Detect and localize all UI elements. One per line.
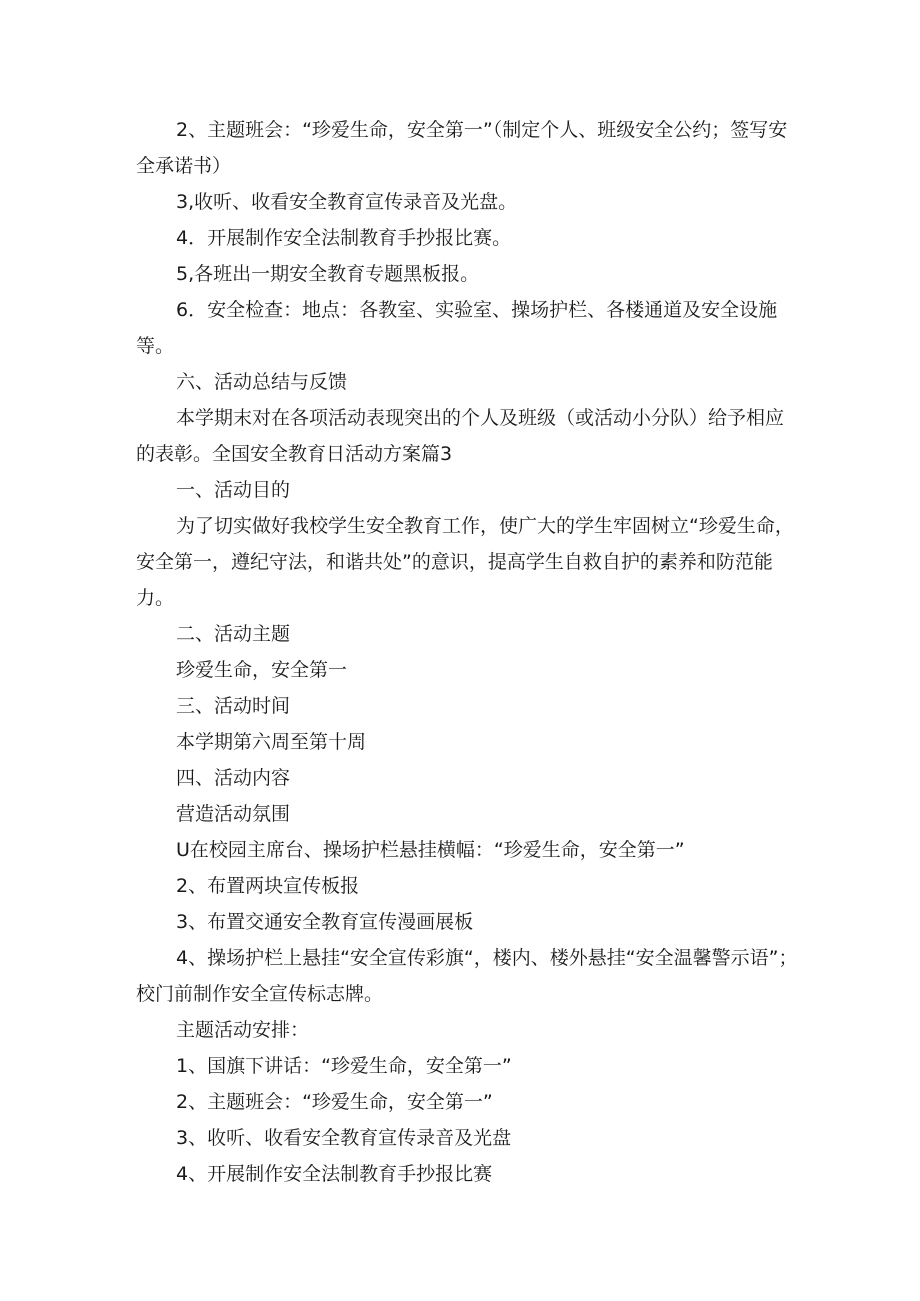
heading-summary-feedback: 六、活动总结与反馈 [176, 371, 348, 393]
paragraph-flag-speech: 1、国旗下讲话：“珍爱生命，安全第一” [176, 1055, 512, 1077]
paragraph-listen-watch-2: 3、收听、收看安全教育宣传录音及光盘 [176, 1127, 512, 1149]
paragraph-traffic-comics: 3、布置交通安全教育宣传漫画展板 [176, 911, 474, 933]
paragraph-banner: U在校园主席台、操场护栏悬挂横幅：“珍爱生命，安全第一” [176, 839, 685, 861]
paragraph-flags-signs: 4、操场护栏上悬挂“安全宣传彩旗“，楼内、楼外悬挂“安全温馨警示语”；校门前制作安全宣传标志牌。 [136, 947, 798, 1005]
paragraph-purpose: 为了切实做好我校学生安全教育工作，使广大的学生牢固树立“珍爱生命，安全第一，遵纪守法，和谐共处”的意识，提高学生自救自护的素养和防范能力。 [136, 515, 794, 609]
paragraph-boards: 2、布置两块宣传板报 [176, 875, 360, 897]
heading-activity-time: 三、活动时间 [176, 695, 291, 717]
paragraph-handwritten-newspaper-2: 4、开展制作安全法制教育手抄报比赛 [176, 1163, 493, 1185]
paragraph-blackboard: 5,各班出一期安全教育专题黑板报。 [176, 263, 480, 285]
paragraph-theme: 珍爱生命，安全第一 [176, 659, 348, 681]
paragraph-listen-watch: 3,收听、收看安全教育宣传录音及光盘。 [176, 191, 518, 213]
paragraph-commendation: 本学期末对在各项活动表现突出的个人及班级（或活动小分队）给予相应的表彰。全国安全教育日活动方案篇3 [136, 407, 785, 465]
paragraph-class-meeting: 2、主题班会：“珍爱生命，安全第一” [176, 1091, 493, 1113]
heading-activity-theme: 二、活动主题 [176, 623, 291, 645]
document-body [136, 112, 800, 1192]
paragraph-safety-inspection: 6．安全检查：地点：各教室、实验室、操场护栏、各楼通道及安全设施等。 [136, 299, 778, 357]
paragraph-time: 本学期第六周至第十周 [176, 731, 367, 753]
heading-activity-purpose: 一、活动目的 [176, 479, 291, 501]
paragraph-handwritten-newspaper: 4．开展制作安全法制教育手抄报比赛。 [176, 227, 512, 249]
heading-activity-content: 四、活动内容 [176, 767, 291, 789]
heading-theme-activities: 主题活动安排： [176, 1019, 310, 1041]
paragraph-theme-class-meeting: 2、主题班会：“珍爱生命，安全第一”（制定个人、班级安全公约；签写安全承诺书） [136, 119, 788, 177]
paragraph-atmosphere: 营造活动氛围 [176, 803, 291, 825]
